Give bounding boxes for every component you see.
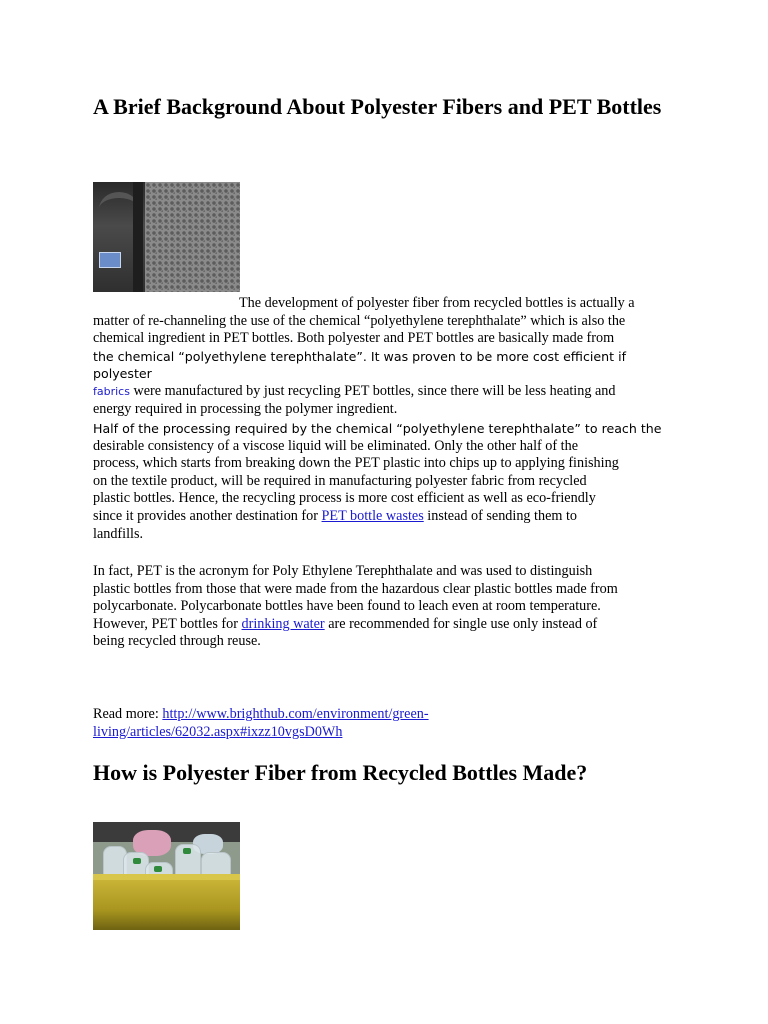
mesh-texture <box>145 182 240 292</box>
paragraph-processing: Half of the processing required by the chemical “polyethylene terephthalate” to reach the desirable consistency of a viscose liquid will be eliminated. Only the other half of the process, which starts from breaking down the PET plastic into chips up to applying finishing on the textile product, will be required in manufacturing polyester fabric from recycled plastic bottles. Hence, the recycling process is more cost efficient as well as eco-friendly since it provides another destination for PET bottle wastes instead of sending them to landfills. <box>93 421 662 542</box>
drinking-water-link[interactable]: drinking water <box>241 615 325 632</box>
paragraph-pet-acronym: In fact, PET is the acronym for Poly Ethylene Terephthalate and was used to distinguish plastic bottles from those that were made from the hazardous clear plastic bottles made from polycarbonate. Polycarbonate bottles have been found to leach even at room temperature. However, PET bottles for drinking water are recommended for single use only instead of being recycled through reuse. <box>93 563 618 650</box>
read-more-block <box>93 706 678 741</box>
read-more-label: Read more: <box>93 706 159 722</box>
section-heading-how-made: How is Polyester Fiber from Recycled Bottles Made? <box>93 760 588 785</box>
fabrics-link[interactable]: fabrics <box>93 384 130 398</box>
garment-label <box>99 252 121 268</box>
read-more-link[interactable]: http://www.brighthub.com/environment/green- <box>162 706 429 722</box>
recycled-bottles-photo <box>93 822 240 930</box>
yellow-bin <box>93 880 240 930</box>
polyester-fabric-photo <box>93 182 240 292</box>
read-more-link-continued[interactable]: living/articles/62032.aspx#ixzz10vgsD0Wh <box>93 723 343 740</box>
paragraph-development: The development of polyester fiber from recycled bottles is actually a matter of re-channeling the use of the chemical “polyethylene terephthalate” which is also the chemical ingredient in PET bottles. Both polyester and PET bottles are basically made from the chemical “polyethylene terephthalate”. It was proven to be more cost efficient if polyester fabrics were manufactured by just recycling PET bottles, since there will be less heating and energy required in processing the polymer ingredient. <box>93 295 635 417</box>
section-heading-background: A Brief Background About Polyester Fibers and PET Bottles <box>93 94 662 119</box>
pet-bottle-wastes-link[interactable]: PET bottle wastes <box>321 507 424 524</box>
